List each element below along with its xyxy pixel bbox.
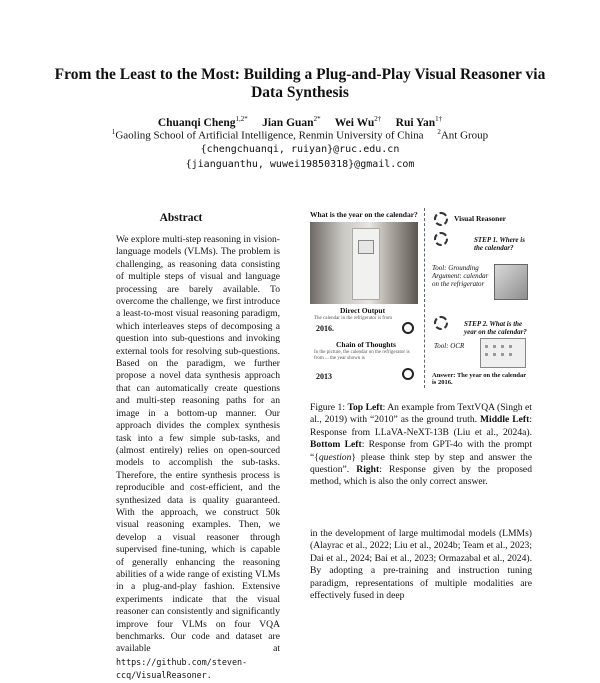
cot-label: Chain of Thoughts [336,340,396,349]
author-sup: 1† [435,115,443,123]
caption-bottom-left-text-2: } please think step by step and answer the question”. [310,451,532,476]
cot-answer: 2013 [316,372,332,381]
direct-output-text: The calendar in the refrigerator is from [314,316,393,321]
calendar-shape [358,240,374,254]
code-link[interactable]: https://github.com/steven-ccq/VisualReasoner. [116,656,248,681]
body-paragraph: in the development of large multimodal models (LMMs) (Alayrac et al., 2022; Liu et al., 2024b; Team et al., 2023; Dai et al., 2024; Bai et al., 2023; Ormazabal et al., 2024). By adopting a pre-training and instruction tuning paradigm, representations of multiple modalities are effectively fused in deep [310,528,532,602]
caption-right-text: : Response given by the proposed method, which is also the only correct answer. [310,464,532,488]
calendar-image [480,338,526,368]
caption-middle-left-text: : Response from LLaVA-NeXT-13B (Liu et al., 2024a). [310,414,532,438]
refrigerator-photo [310,222,418,304]
step-1: STEP 1. Where is the calendar? [474,236,525,252]
caption-bottom-left-label: Bottom Left [310,439,362,451]
abstract-text: We explore multi-step reasoning in vision-language models (VLMs). The problem is challenging, as reasoning data consisting of multiple steps of visual and language processing are barely available. To overcome the challenge, we first introduce a least-to-most visual reasoning paradigm, which interleaves steps of decomposing a question into sub-questions and invoking external tools for resolving sub-questions. Based on the paradigm, we further propose a novel data synthesis approach that can automatically create questions and multi-step reasoning paths for an image in a bottom-up manner. Our approach divides the complex synthesis task into a few simple sub-tasks, and (almost entirely) relies on open-sourced models to accomplish the sub-tasks. Therefore, the entire synthesis process is reproducible and cost-efficient, and the synthesized data is quality guaranteed. With the approach, we construct 50k visual reasoning examples. Then, we develop a visual reasoner through supervised fine-tuning, which is capable of generally enhancing the reasoning abilities of a wide range of existing VLMs in a plug-and-play fashion. Extensive experiments indicate that the visual reasoner can consistently and significantly improve four VLMs on four VQA benchmarks. Our code and dataset are available at [116,234,280,655]
author-name: Chuanqi Cheng [157,116,236,129]
abstract-body [116,234,280,683]
email-line: {chengchuanqi, ruiyan}@ruc.edu.cn [200,144,400,155]
model-logo-icon [402,322,414,334]
direct-output-label: Direct Output [340,306,386,315]
gear-icon [434,232,448,246]
direct-output-answer: 2016. [316,324,334,333]
figure-question: What is the year on the calendar? [310,210,418,219]
fridge-shape [352,228,380,300]
author-sup: 1,2* [235,115,248,123]
caption-question-placeholder: question [318,451,352,463]
affil-sup: 1 [111,128,116,136]
affiliations [40,126,560,143]
cot-text: In the picture, the calendar on the refrigerator is from ... the year shown is [314,350,410,361]
affiliation-2: Ant Group [440,129,489,142]
tool-1: Tool: Grounding Argument: calendar on the refrigerator [432,264,489,288]
visual-reasoner-panel [430,208,530,388]
paper-title: From the Least to the Most: Building a Plug-and-Play Visual Reasoner via Data Synthesis [54,66,546,101]
figure-divider [424,208,425,388]
affil-sup: 2 [437,128,441,136]
affiliation-1: Gaoling School of Artificial Intelligence, Renmin University of China [115,129,424,142]
caption-top-left-text: : An example from TextVQA (Singh et al., 2019) with “2010” as the ground truth. [310,402,532,426]
caption-top-left-label: Top Left [347,402,383,413]
caption-right-label: Right [356,464,380,476]
gpt-logo-icon [402,368,414,380]
figure-1 [310,208,530,388]
caption-bottom-left-text: : Response from GPT-4o with the prompt “{ [310,439,532,463]
gear-icon [434,316,448,330]
author-sup: 2* [313,115,321,123]
author-name: Wei Wu [334,116,375,129]
tool-2: Tool: OCR [434,342,465,350]
author-name: Rui Yan [395,116,436,129]
author-sup: 2† [374,115,382,123]
caption-fig-label: Figure 1: [310,402,345,413]
final-answer: Answer: The year on the calendar is 2016. [432,372,527,386]
cropped-region-image [494,264,528,300]
abstract-heading: Abstract [159,212,203,224]
gear-icon [434,212,448,226]
step-2: STEP 2. What is the year on the calendar? [464,320,527,336]
email-block [40,142,560,172]
figure-caption [310,402,532,489]
author-name: Jian Guan [262,116,314,129]
visual-reasoner-label: Visual Reasoner [454,214,507,223]
email-line: {jianguanthu, wuwei19850318}@gmail.com [185,159,415,170]
caption-middle-left-label: Middle Left [480,414,530,426]
